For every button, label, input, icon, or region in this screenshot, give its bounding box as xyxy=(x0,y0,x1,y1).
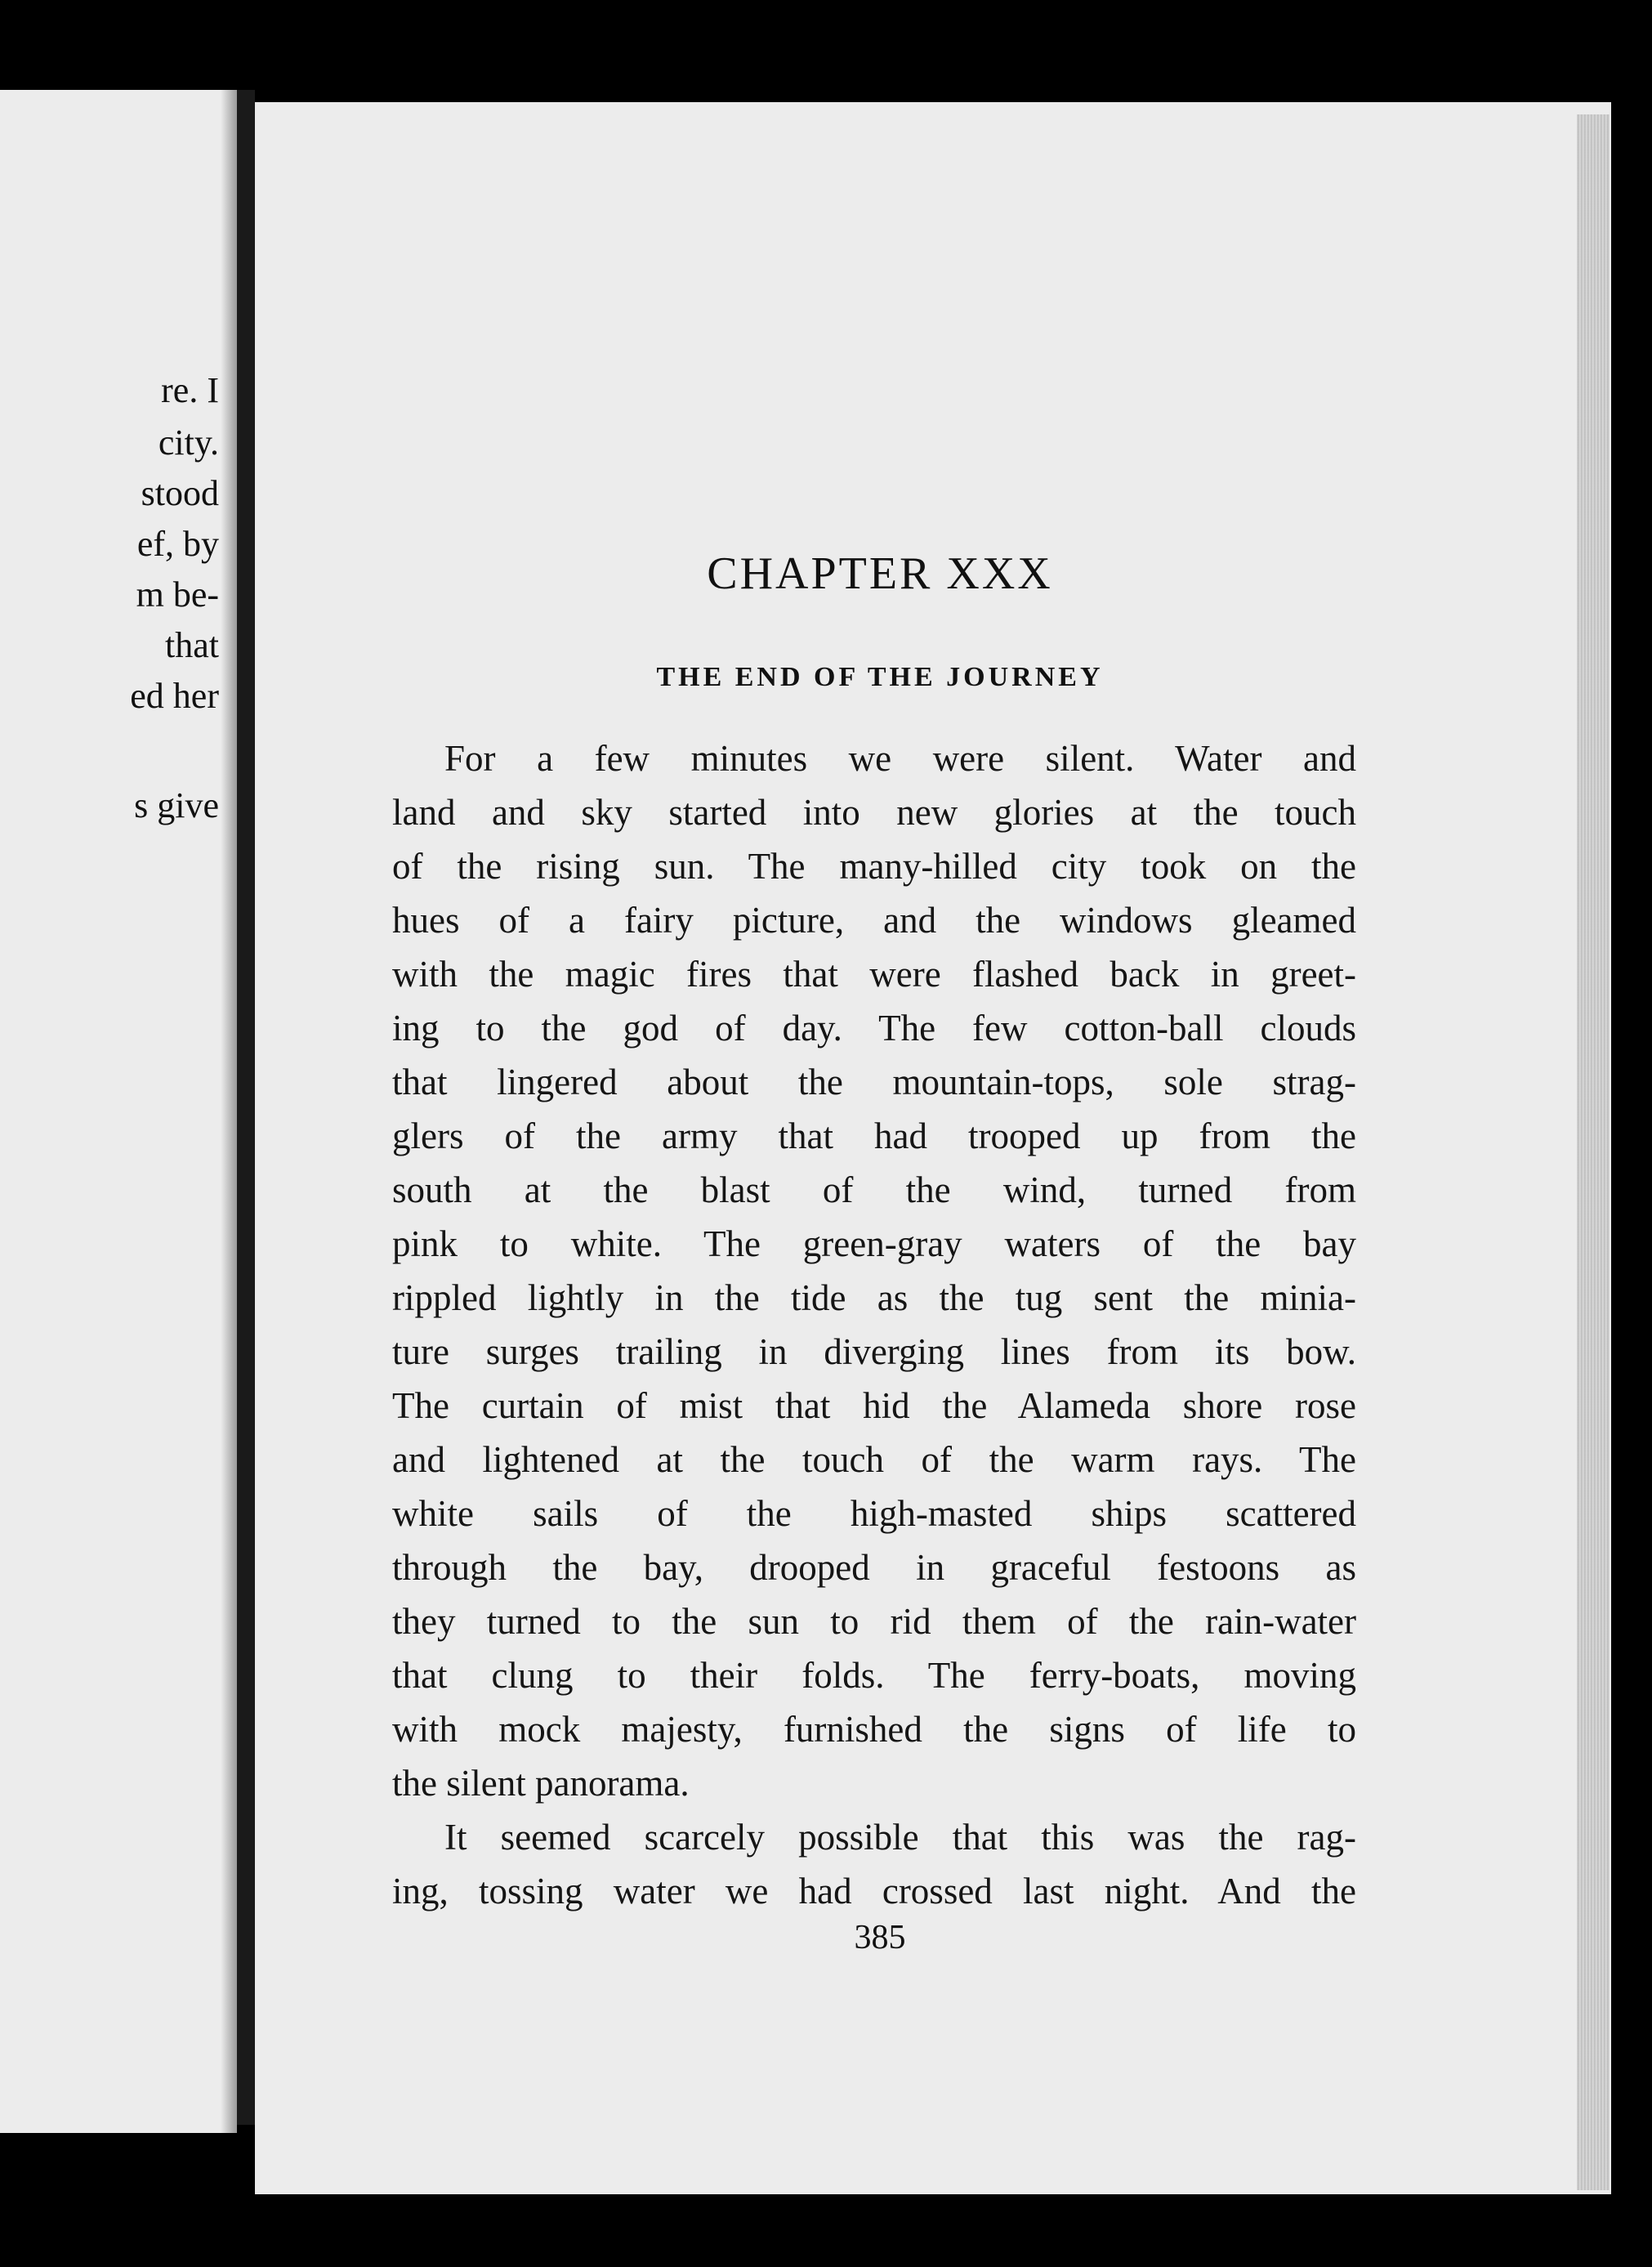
page-edge xyxy=(1577,114,1610,2190)
gutter-shadow xyxy=(221,90,237,2133)
right-page xyxy=(255,102,1611,2194)
text-line: with the magic fires that were flashed back in greet- xyxy=(392,954,1356,995)
text-line: with mock majesty, furnished the signs of life to xyxy=(392,1709,1356,1750)
text-line: ture surges trailing in diverging lines from its bow. xyxy=(392,1331,1356,1372)
paragraph xyxy=(392,1810,1356,1918)
chapter-subtitle: THE END OF THE JOURNEY xyxy=(656,662,1104,692)
text-line: through the bay, drooped in graceful festoons as xyxy=(392,1547,1356,1588)
text-line: ing, tossing water we had crossed last night. And the xyxy=(392,1871,1356,1912)
text-line: of the rising sun. The many-hilled city took on the xyxy=(392,846,1356,887)
left-facing-page xyxy=(0,90,237,2133)
text-line: and lightened at the touch of the warm rays. The xyxy=(392,1439,1356,1480)
text-line: south at the blast of the wind, turned from xyxy=(392,1169,1356,1210)
text-line: The curtain of mist that hid the Alameda shore rose xyxy=(392,1385,1356,1426)
page-number: 385 xyxy=(854,1919,906,1956)
text-line: ing to the god of day. The few cotton-ball clouds xyxy=(392,1008,1356,1049)
text-line: It seemed scarcely possible that this was the rag- xyxy=(444,1817,1356,1858)
left-page-fragment: re. I xyxy=(161,370,219,410)
text-line: the silent panorama. xyxy=(392,1763,690,1804)
left-page-fragment: m be- xyxy=(136,575,219,615)
left-page-fragment: s give xyxy=(134,785,219,825)
text-line: they turned to the sun to rid them of the rain-water xyxy=(392,1601,1356,1642)
book-spine xyxy=(237,90,255,2125)
left-page-fragment: city. xyxy=(158,423,219,463)
text-line: that lingered about the mountain-tops, sole strag- xyxy=(392,1062,1356,1102)
chapter-body xyxy=(392,731,1356,1918)
text-line: rippled lightly in the tide as the tug sent the minia- xyxy=(392,1277,1356,1318)
paragraph xyxy=(392,731,1356,1810)
text-line: hues of a fairy picture, and the windows gleamed xyxy=(392,900,1356,941)
text-line: glers of the army that had trooped up from the xyxy=(392,1116,1356,1156)
text-line: land and sky started into new glories at the touch xyxy=(392,792,1356,833)
text-line: For a few minutes we were silent. Water and xyxy=(444,738,1356,779)
chapter-title: CHAPTER XXX xyxy=(707,548,1053,599)
left-page-fragment: that xyxy=(165,625,219,665)
left-page-fragment: stood xyxy=(141,473,219,513)
text-line: that clung to their folds. The ferry-boats, moving xyxy=(392,1655,1356,1696)
left-page-fragment: ef, by xyxy=(136,524,219,564)
left-page-fragment: ed her xyxy=(130,676,219,716)
text-line: white sails of the high-masted ships scattered xyxy=(392,1493,1356,1534)
text-line: pink to white. The green-gray waters of the bay xyxy=(392,1223,1356,1264)
